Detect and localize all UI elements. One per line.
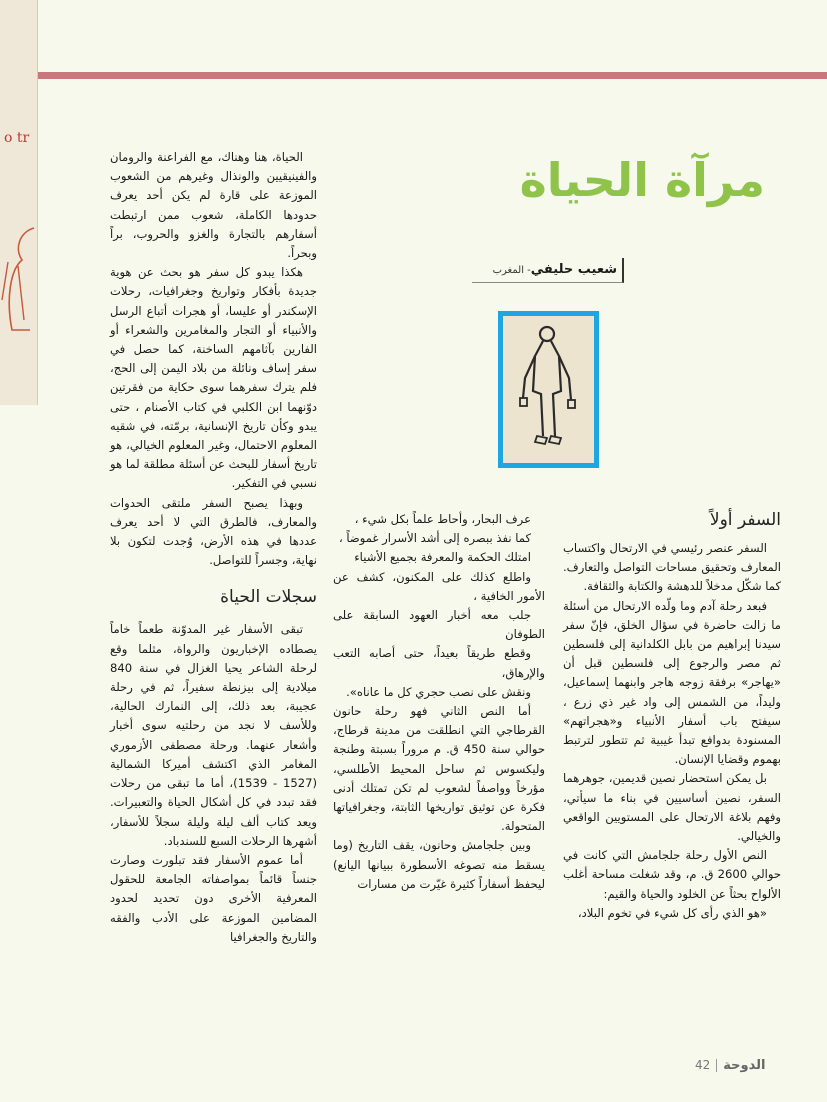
paragraph: وقطع طريقاً بعيداً، حتى أصابه التعب والإرهاق،: [333, 646, 545, 680]
paragraph: تبقى الأسفار غير المدوّنة طعماً خاماً يصطاده الإخباريون والرواة، مثلما وقع لرحلة الشاعر يحيا الغزال في سنة 840 ميلادية إلى بيزنطة سفيراً، ثم في رحلة عجيبة، بعد ذلك، إلى النمارك الحالية، وللأسف لا نجد من رحلتيه سوى أخبار وأشعار عنهما. ورحلة مصطفى الأزموري المغامر الذي اكتشف أميركا الشمالية (1527 - 1539)، أما ما تبقى من رحلات فقد تبدد في كل أشكال الحياة والتعبيرات. ويعد كتاب ألف ليلة وليلة سجلاً للأسفار، أشهرها الرحلات السبع للسندباد.: [110, 622, 317, 848]
article-column-left: [110, 148, 317, 947]
stick-figure-icon: [503, 316, 594, 463]
section-heading-life-records: سجلات الحياة: [220, 587, 317, 608]
paragraph: كما نفذ ببصره إلى أشد الأسرار غموضاً ،: [338, 531, 531, 546]
paragraph: «هو الذي رأى كل شيء في تخوم البلاد،: [577, 905, 767, 920]
paragraph: أما النص الثاني فهو رحلة حانون القرطاجي التي انطلقت من مدينة قرطاج، حوالي سنة 450 ق. م مروراً بسبتة وطنجة وليكسوس ثم ساحل المحيط الأطلسي، مؤرخاً وواصفاً لشعوب لم تكن تمتلك أدنى فكرة عن توثيق تواريخها الثابتة، وجغرافياتها المتحولة.: [333, 704, 545, 834]
author-name: شعيب حليفي: [530, 262, 617, 277]
paragraph: وبين جلجامش وحانون، يقف التاريخ (وما يسقط منه تصوغه الأسطورة ببيانها اليانع) ليحفظ أسفاراً كثيرة غيّرت من مسارات: [333, 838, 545, 891]
paragraph: وبهذا يصبح السفر ملتقى الحدوات والمعارف، فالطرق التي لا أحد يعرف عددها في هذه الأرض، وُجدت لتكون بلا نهاية، وجسراً للتواصل.: [110, 495, 317, 568]
paragraph: واطلع كذلك على المكنون، كشف عن الأمور الخافية ،: [333, 569, 545, 603]
paragraph: بل يمكن استحضار نصين قديمين، جوهرهما السفر، نصين أساسيين في بناء ما سيأتي، وفهم بلاغة الارتحال على المستويين الواقعي والخيالي.: [563, 771, 781, 844]
stick-figure-illustration: [498, 311, 599, 468]
paragraph: فبعد رحلة آدم وما ولّده الارتحال من أسئلة ما زالت حاضرة في سؤال الخلق، فإنّ سفر سيدنا إبراهيم من بابل الكلدانية إلى فلسطين ثم مصر والرجوع إلى فلسطين قبل أن «يهاجر» برفقة زوجه هاجر وابنهما إسماعيل، وليداً، من الشمس إلى واد غير ذي زرع ، سيفتح باب أسفار الأنبياء و«هجراتهم» المسنودة بدوافع تبدأ غيبية ثم تتطور لترتبط بهموم وقضايا الإنسان.: [563, 598, 781, 767]
paragraph: النص الأول رحلة جلجامش التي كانت في حوالي 2600 ق. م، وقد شغلت مساحة أغلب الألواح بحثاً عن الخلود والحياة والقيم:: [563, 848, 781, 901]
article-column-right: [563, 507, 781, 923]
paragraph: أما عموم الأسفار فقد تبلورت وصارت جنساً قائماً بمواصفاته الجامعة للحقول المعرفية الأخرى دون تحديد لحدود المضامين الموزعة على الأدب والفقه والتاريخ والجغرافيا: [110, 852, 317, 944]
page-title: مرآة الحياة: [519, 153, 765, 207]
section-heading-travel-first: السفر أولاً: [709, 510, 781, 530]
paragraph: ونقش على نصب حجري كل ما عاناه».: [346, 684, 531, 699]
page-footer: [695, 1055, 765, 1076]
magazine-name: الدوحة: [723, 1058, 766, 1073]
svg-text:o tr: o tr: [4, 130, 30, 146]
paragraph: السفر عنصر رئيسي في الارتحال واكتساب المعارف وتحقيق مساحات التواصل والتعارف. كما شكّل مدخلاً للدهشة والكتابة والثقافة.: [563, 541, 781, 594]
paragraph: عرف البحار، وأحاط علماً بكل شيء ،: [354, 512, 531, 526]
sketch-fragment-icon: [0, 0, 38, 405]
paragraph: جلب معه أخبار العهود السابقة على الطوفان: [333, 608, 545, 642]
top-rule-divider: [38, 72, 827, 79]
paragraph: هكذا يبدو كل سفر هو بحث عن هوية جديدة بأفكار وتواريخ وجغرافيات، رحلات الإسكندر أو عليسا، أو هجرات أتباع الرسل والأنبياء أو التجار والمغامرين والشعراء أو الفارين بآثامهم الساخنة، كما حصل في سفر إساف ونائلة من بلاد اليمن إلى الحج، فلم يترك سفرهما سوى حكاية من فقرتين دوّنهما ابن الكلبي في كتاب الأصنام ، حتى يبدو وكأن تاريخ الإنسانية، برمّته، في شقيه المعلوم الاحتمال، وغير المعلوم الخيالي، هو تاريخ أسفار للبحث عن أسئلة مطلقة لما هو نسبي في التفكير.: [110, 265, 317, 491]
article-column-middle: [333, 510, 545, 894]
page-number: 42: [695, 1058, 711, 1072]
paragraph: الحياة، هنا وهناك، مع الفراعنة والرومان والفينيقيين والونذال وغيرهم من الشعوب الموزعة على قارة لم يكن أحد يعرف حدودها الكاملة، شعوب ممن ارتبطت أسفارهم بالتجارة والغزو والحروب، براً وبحراً.: [110, 150, 317, 261]
author-byline: [472, 258, 624, 283]
footer-divider: [716, 1059, 717, 1072]
paragraph: امتلك الحكمة والمعرفة بجميع الأشياء: [354, 550, 531, 565]
author-location: - المغرب: [492, 265, 531, 276]
adjacent-page-artwork-strip: [0, 0, 38, 405]
